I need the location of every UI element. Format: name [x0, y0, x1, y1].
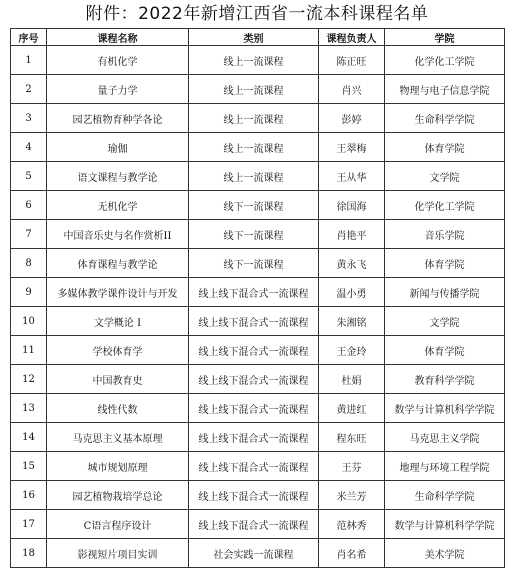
cell-index: 13	[11, 394, 47, 423]
table-row	[11, 220, 505, 249]
header-instructor: 课程负责人	[319, 29, 385, 46]
cell-category: 线上线下混合式一流课程	[189, 481, 319, 510]
cell-college: 化学化工学院	[385, 191, 505, 220]
header-course-name: 课程名称	[47, 29, 189, 46]
cell-instructor: 温小勇	[319, 278, 385, 307]
cell-category: 线上线下混合式一流课程	[189, 423, 319, 452]
cell-course-name: 无机化学	[47, 191, 189, 220]
table-row	[11, 452, 505, 481]
cell-course-name: 学校体育学	[47, 336, 189, 365]
document-title: 附件：2022年新增江西省一流本科课程名单	[85, 4, 429, 24]
cell-category: 线下一流课程	[189, 191, 319, 220]
table-row	[11, 423, 505, 452]
table-row	[11, 104, 505, 133]
cell-course-name: 马克思主义基本原理	[47, 423, 189, 452]
cell-college: 体育学院	[385, 336, 505, 365]
cell-instructor: 黄进红	[319, 394, 385, 423]
table-row	[11, 133, 505, 162]
table-row	[11, 336, 505, 365]
cell-instructor: 肖兴	[319, 75, 385, 104]
cell-category: 线上线下混合式一流课程	[189, 365, 319, 394]
cell-instructor: 王金玲	[319, 336, 385, 365]
cell-course-name: 中国教育史	[47, 365, 189, 394]
cell-course-name: 中国音乐史与名作赏析II	[47, 220, 189, 249]
cell-index: 15	[11, 452, 47, 481]
cell-category: 线上一流课程	[189, 162, 319, 191]
cell-category: 线下一流课程	[189, 220, 319, 249]
cell-index: 9	[11, 278, 47, 307]
cell-index: 3	[11, 104, 47, 133]
cell-instructor: 陈正旺	[319, 46, 385, 75]
cell-college: 美术学院	[385, 539, 505, 568]
course-table	[10, 28, 505, 568]
cell-course-name: 园艺植物栽培学总论	[47, 481, 189, 510]
cell-course-name: 文学概论 I	[47, 307, 189, 336]
cell-instructor: 王翠梅	[319, 133, 385, 162]
table-row	[11, 278, 505, 307]
table-row	[11, 481, 505, 510]
cell-course-name: 量子力学	[47, 75, 189, 104]
cell-category: 线上一流课程	[189, 75, 319, 104]
header-category: 类别	[189, 29, 319, 46]
cell-index: 18	[11, 539, 47, 568]
cell-instructor: 杜娟	[319, 365, 385, 394]
cell-instructor: 王芬	[319, 452, 385, 481]
cell-category: 线上一流课程	[189, 46, 319, 75]
cell-instructor: 黄永飞	[319, 249, 385, 278]
table-body	[11, 46, 505, 568]
cell-index: 16	[11, 481, 47, 510]
cell-index: 1	[11, 46, 47, 75]
cell-college: 教育科学学院	[385, 365, 505, 394]
table-row	[11, 75, 505, 104]
table-row	[11, 162, 505, 191]
cell-college: 物理与电子信息学院	[385, 75, 505, 104]
cell-category: 线上线下混合式一流课程	[189, 394, 319, 423]
cell-index: 4	[11, 133, 47, 162]
table-row	[11, 191, 505, 220]
cell-category: 社会实践一流课程	[189, 539, 319, 568]
table-row	[11, 249, 505, 278]
cell-instructor: 朱湘铭	[319, 307, 385, 336]
cell-index: 8	[11, 249, 47, 278]
cell-course-name: 体育课程与教学论	[47, 249, 189, 278]
cell-college: 体育学院	[385, 249, 505, 278]
cell-instructor: 米兰芳	[319, 481, 385, 510]
cell-instructor: 王从华	[319, 162, 385, 191]
cell-index: 11	[11, 336, 47, 365]
cell-course-name: 语文课程与教学论	[47, 162, 189, 191]
cell-category: 线上一流课程	[189, 133, 319, 162]
cell-college: 地理与环境工程学院	[385, 452, 505, 481]
header-row	[11, 29, 505, 46]
cell-instructor: 徐国海	[319, 191, 385, 220]
cell-category: 线上线下混合式一流课程	[189, 510, 319, 539]
cell-course-name: 有机化学	[47, 46, 189, 75]
cell-college: 马克思主义学院	[385, 423, 505, 452]
cell-college: 生命科学学院	[385, 481, 505, 510]
cell-course-name: C语言程序设计	[47, 510, 189, 539]
cell-course-name: 园艺植物育种学各论	[47, 104, 189, 133]
header-index: 序号	[11, 29, 47, 46]
cell-course-name: 影视短片项目实训	[47, 539, 189, 568]
cell-college: 音乐学院	[385, 220, 505, 249]
cell-index: 10	[11, 307, 47, 336]
cell-course-name: 城市规划原理	[47, 452, 189, 481]
cell-course-name: 瑜伽	[47, 133, 189, 162]
cell-college: 数学与计算机科学学院	[385, 394, 505, 423]
cell-category: 线上线下混合式一流课程	[189, 307, 319, 336]
table-row	[11, 394, 505, 423]
cell-category: 线上线下混合式一流课程	[189, 278, 319, 307]
cell-index: 7	[11, 220, 47, 249]
cell-course-name: 线性代数	[47, 394, 189, 423]
cell-index: 17	[11, 510, 47, 539]
cell-category: 线下一流课程	[189, 249, 319, 278]
table-row	[11, 510, 505, 539]
cell-index: 5	[11, 162, 47, 191]
cell-category: 线上一流课程	[189, 104, 319, 133]
cell-college: 生命科学学院	[385, 104, 505, 133]
cell-index: 2	[11, 75, 47, 104]
cell-college: 体育学院	[385, 133, 505, 162]
table-row	[11, 46, 505, 75]
cell-college: 数学与计算机科学学院	[385, 510, 505, 539]
cell-index: 12	[11, 365, 47, 394]
cell-instructor: 彭婷	[319, 104, 385, 133]
cell-college: 化学化工学院	[385, 46, 505, 75]
cell-category: 线上线下混合式一流课程	[189, 336, 319, 365]
cell-index: 14	[11, 423, 47, 452]
cell-college: 新闻与传播学院	[385, 278, 505, 307]
cell-course-name: 多媒体教学课件设计与开发	[47, 278, 189, 307]
cell-college: 文学院	[385, 307, 505, 336]
cell-instructor: 范林秀	[319, 510, 385, 539]
table-row	[11, 307, 505, 336]
cell-category: 线上线下混合式一流课程	[189, 452, 319, 481]
table-row	[11, 539, 505, 568]
cell-instructor: 肖艳平	[319, 220, 385, 249]
cell-index: 6	[11, 191, 47, 220]
cell-instructor: 程东旺	[319, 423, 385, 452]
cell-college: 文学院	[385, 162, 505, 191]
header-college: 学院	[385, 29, 505, 46]
table-row	[11, 365, 505, 394]
cell-instructor: 肖名希	[319, 539, 385, 568]
